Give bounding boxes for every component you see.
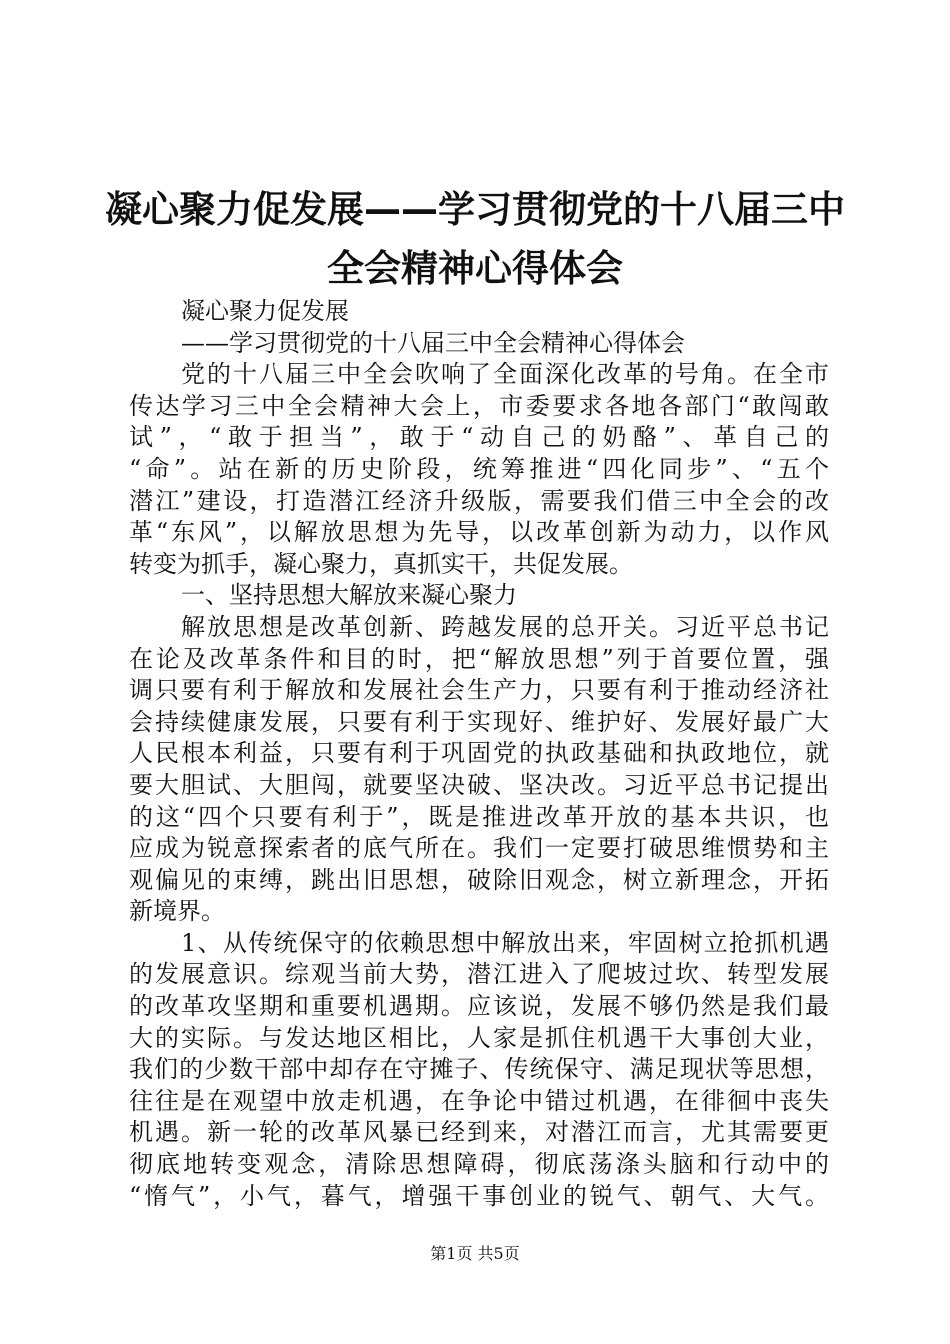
body-text-line: 观偏见的束缚，跳出旧思想，破除旧观念，树立新理念，开拓	[129, 865, 829, 894]
body-text-line: 新境界。	[129, 897, 225, 926]
body-text-line: “惰气”，小气，暮气，增强干事创业的锐气、朝气、大气。	[129, 1181, 829, 1210]
document-title-line-2: 全会精神心得体会	[327, 247, 623, 290]
body-text-line: 往往是在观望中放走机遇，在争论中错过机遇，在徘徊中丧失	[129, 1086, 829, 1115]
body-text-line: 彻底地转变观念，清除思想障碍，彻底荡涤头脑和行动中的	[129, 1150, 829, 1179]
body-text-line: 潜江”建设，打造潜江经济升级版，需要我们借三中全会的改	[129, 486, 829, 515]
body-text-line: 党的十八届三中全会吹响了全面深化改革的号角。在全市	[181, 360, 829, 389]
body-text-line: 的这“四个只要有利于”，既是推进改革开放的基本共识，也	[129, 802, 829, 831]
page-footer: 第1页 共5页	[430, 1244, 520, 1263]
body-text-line: 人民根本利益，只要有利于巩固党的执政基础和执政地位，就	[129, 739, 829, 768]
body-text-line: “命”。站在新的历史阶段，统筹推进“四化同步”、“五个	[129, 454, 829, 483]
body-text-line: 会持续健康发展，只要有利于实现好、维护好、发展好最广大	[129, 707, 829, 736]
body-text-line: 机遇。新一轮的改革风暴已经到来，对潜江而言，尤其需要更	[129, 1118, 829, 1147]
body-text-line: ——学习贯彻党的十八届三中全会精神心得体会	[181, 328, 685, 357]
body-text-line: 革“东风”，以解放思想为先导，以改革创新为动力，以作风	[129, 518, 829, 547]
body-text-line: 的发展意识。综观当前大势，潜江进入了爬坡过坎、转型发展	[129, 960, 829, 989]
body-text-line: 我们的少数干部中却存在守摊子、传统保守、满足现状等思想，	[129, 1055, 829, 1084]
body-text-line: 大的实际。与发达地区相比，人家是抓住机遇干大事创大业，	[129, 1023, 829, 1052]
body-text-line: 的改革攻坚期和重要机遇期。应该说，发展不够仍然是我们最	[129, 992, 829, 1021]
body-text-line: 试”，“敢于担当”，敢于“动自己的奶酪”、革自己的	[129, 423, 829, 452]
body-text-line: 传达学习三中全会精神大会上，市委要求各地各部门“敢闯敢	[129, 391, 829, 420]
body-text-line: 调只要有利于解放和发展社会生产力，只要有利于推动经济社	[129, 676, 829, 705]
document-body	[129, 296, 829, 1212]
body-text-line: 在论及改革条件和目的时，把“解放思想”列于首要位置，强	[129, 644, 829, 673]
body-text-line: 1、从传统保守的依赖思想中解放出来，牢固树立抢抓机遇	[181, 928, 829, 957]
body-text-line: 凝心聚力促发展	[181, 297, 349, 325]
body-text-line: 应成为锐意探索者的底气所在。我们一定要打破思维惯势和主	[129, 834, 829, 863]
body-text-line: 一、坚持思想大解放来凝心聚力	[181, 581, 517, 610]
document-title-line-1: 凝心聚力促发展——学习贯彻党的十八届三中	[105, 188, 845, 231]
body-text-line: 要大胆试、大胆闯，就要坚决破、坚决改。习近平总书记提出	[129, 770, 829, 799]
body-text-line: 转变为抓手，凝心聚力，真抓实干，共促发展。	[129, 549, 633, 578]
body-text-line: 解放思想是改革创新、跨越发展的总开关。习近平总书记	[181, 612, 829, 641]
